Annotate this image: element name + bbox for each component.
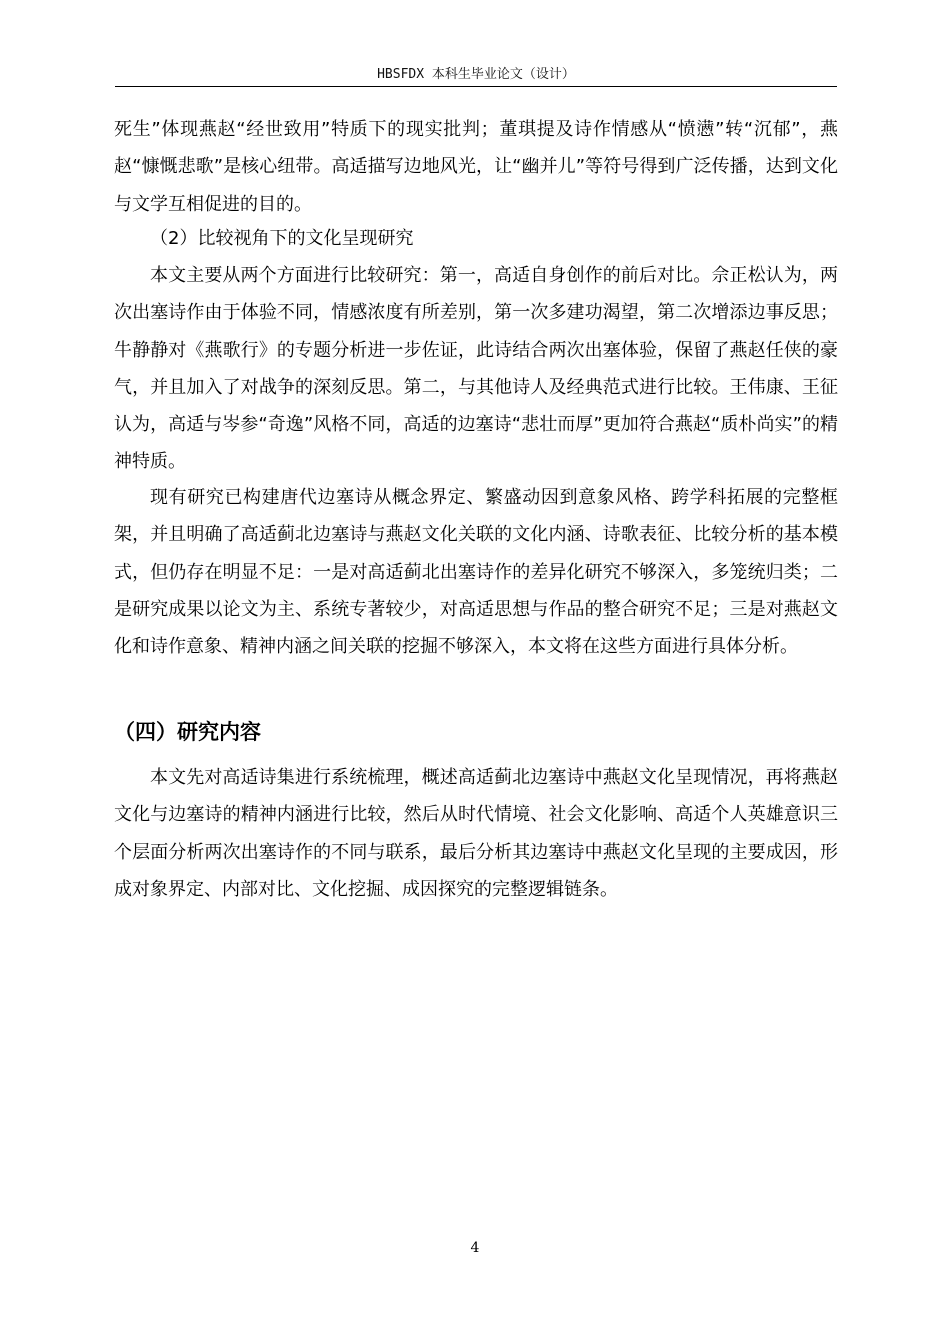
header-divider: [115, 86, 837, 87]
paragraph-summary: 现有研究已构建唐代边塞诗从概念界定、繁盛动因到意象风格、跨学科拓展的完整框架，并且明确了高适蓟北边塞诗与燕赵文化关联的文化内涵、诗歌表征、比较分析的基本模式，但仍存在明显不足：一是对高适蓟北出塞诗作的差异化研究不够深入，多笼统归类；二是研究成果以论文为主、系统专著较少，对高适思想与作品的整合研究不足；三是对燕赵文化和诗作意象、精神内涵之间关联的挖掘不够深入，本文将在这些方面进行具体分析。: [114, 487, 838, 658]
section-heading: （四）研究内容: [114, 720, 261, 744]
page-number: 4: [470, 1240, 480, 1256]
paragraph-comparison: 本文主要从两个方面进行比较研究：第一，高适自身创作的前后对比。佘正松认为，两次出塞诗作由于体验不同，情感浓度有所差别，第一次多建功渴望，第二次增添边事反思；牛静静对《燕歌行》的专题分析进一步佐证，此诗结合两次出塞体验，保留了燕赵任侠的豪气，并且加入了对战争的深刻反思。第二，与其他诗人及经典范式进行比较。王伟康、王征认为，高适与岑参“奇逸”风格不同，高适的边塞诗“悲壮而厚”更加符合燕赵“质朴尚实”的精神特质。: [114, 265, 838, 473]
paragraph-research-content: 本文先对高适诗集进行系统梳理，概述高适蓟北边塞诗中燕赵文化呈现情况，再将燕赵文化与边塞诗的精神内涵进行比较，然后从时代情境、社会文化影响、高适个人英雄意识三个层面分析两次出塞诗作的不同与联系，最后分析其边塞诗中燕赵文化呈现的主要成因，形成对象界定、内部对比、文化挖掘、成因探究的完整逻辑链条。: [114, 767, 838, 900]
subsection-heading: （2）比较视角下的文化呈现研究: [150, 228, 414, 249]
paragraph-continuation: 死生”体现燕赵“经世致用”特质下的现实批判；董琪提及诗作情感从“愤懑”转“沉郁”，燕赵“慷慨悲歌”是核心纽带。高适描写边地风光，让“幽并儿”等符号得到广泛传播，达到文化与文学互相促进的目的。: [114, 119, 838, 215]
page-header: HBSFDX 本科生毕业论文（设计）: [377, 67, 575, 82]
